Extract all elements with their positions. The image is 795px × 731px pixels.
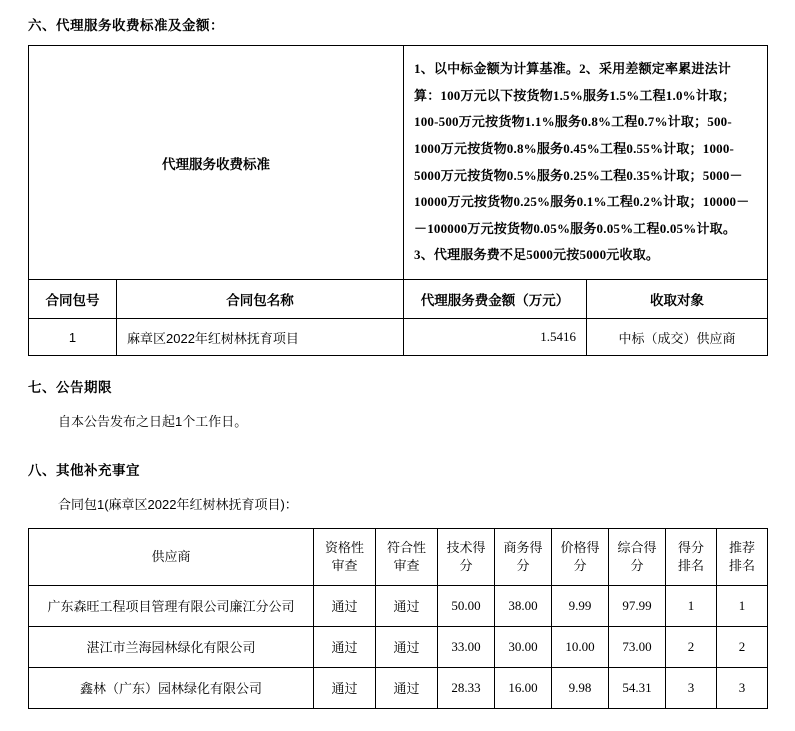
cell-total-score: 54.31: [609, 667, 666, 708]
supplier-evaluation-table: [28, 528, 768, 709]
header-technical-score: 技术得分: [438, 528, 495, 585]
header-total-score: 综合得分: [609, 528, 666, 585]
cell-qualification: 通过: [314, 585, 376, 626]
cell-business-score: 38.00: [495, 585, 552, 626]
cell-fee-amount: 1.5416: [404, 319, 587, 356]
header-recommend-rank: 推荐排名: [717, 528, 768, 585]
cell-compliance: 通过: [376, 626, 438, 667]
cell-recommend-rank: 2: [717, 626, 768, 667]
cell-price-score: 9.98: [552, 667, 609, 708]
section-seven-text: 自本公告发布之日起1个工作日。: [58, 414, 248, 430]
table-row: [29, 585, 768, 626]
cell-score-rank: 3: [666, 667, 717, 708]
cell-technical-score: 33.00: [438, 626, 495, 667]
cell-qualification: 通过: [314, 667, 376, 708]
cell-charge-target: 中标（成交）供应商: [587, 319, 768, 356]
cell-qualification: 通过: [314, 626, 376, 667]
cell-package-no: 1: [29, 319, 117, 356]
cell-business-score: 16.00: [495, 667, 552, 708]
cell-technical-score: 50.00: [438, 585, 495, 626]
header-score-rank: 得分排名: [666, 528, 717, 585]
cell-supplier-name: 湛江市兰海园林绿化有限公司: [29, 626, 314, 667]
cell-recommend-rank: 3: [717, 667, 768, 708]
section-eight-subtitle: 合同包1(麻章区2022年红树林抚育项目)：: [58, 496, 298, 512]
fee-table-header-row: [29, 280, 768, 319]
fee-standard-label: 代理服务收费标准: [29, 46, 404, 280]
header-compliance-review: 符合性审查: [376, 528, 438, 585]
header-fee-amount: 代理服务费金额（万元）: [404, 280, 587, 319]
table-row: [29, 626, 768, 667]
table-row: [29, 667, 768, 708]
cell-total-score: 97.99: [609, 585, 666, 626]
cell-compliance: 通过: [376, 667, 438, 708]
section-seven-heading: 七、公告期限: [28, 380, 112, 396]
fee-standard-text: 1、以中标金额为计算基准。2、采用差额定率累进法计算：100万元以下按货物1.5%服务1.5%工程1.0%计取；100-500万元按货物1.1%服务0.8%工程0.7%计取；500-1000万元按货物0.8%服务0.45%工程0.55%计取；1000-5000万元按货物0.5%服务0.25%工程0.35%计取；5000－10000万元按货物0.25%服务0.1%工程0.2%计取；10000－－100000万元按货物0.05%服务0.05%工程0.05%计取。3、代理服务费不足5000元按5000元收取。: [404, 46, 768, 280]
cell-total-score: 73.00: [609, 626, 666, 667]
cell-price-score: 9.99: [552, 585, 609, 626]
cell-package-name: 麻章区2022年红树林抚育项目: [117, 319, 404, 356]
cell-business-score: 30.00: [495, 626, 552, 667]
cell-price-score: 10.00: [552, 626, 609, 667]
header-qualification-review: 资格性审查: [314, 528, 376, 585]
header-package-no: 合同包号: [29, 280, 117, 319]
header-package-name: 合同包名称: [117, 280, 404, 319]
agency-fee-table: [28, 45, 768, 356]
header-charge-target: 收取对象: [587, 280, 768, 319]
cell-score-rank: 2: [666, 626, 717, 667]
supplier-table-header-row: [29, 528, 768, 585]
section-eight-heading: 八、其他补充事宜: [28, 462, 140, 478]
table-row: [29, 319, 768, 356]
cell-technical-score: 28.33: [438, 667, 495, 708]
cell-supplier-name: 广东森旺工程项目管理有限公司廉江分公司: [29, 585, 314, 626]
fee-standard-row: [29, 46, 768, 280]
cell-recommend-rank: 1: [717, 585, 768, 626]
header-supplier: 供应商: [29, 528, 314, 585]
cell-supplier-name: 鑫林（广东）园林绿化有限公司: [29, 667, 314, 708]
section-six-heading: 六、代理服务收费标准及金额：: [28, 18, 224, 33]
header-price-score: 价格得分: [552, 528, 609, 585]
cell-score-rank: 1: [666, 585, 717, 626]
cell-compliance: 通过: [376, 585, 438, 626]
header-business-score: 商务得分: [495, 528, 552, 585]
